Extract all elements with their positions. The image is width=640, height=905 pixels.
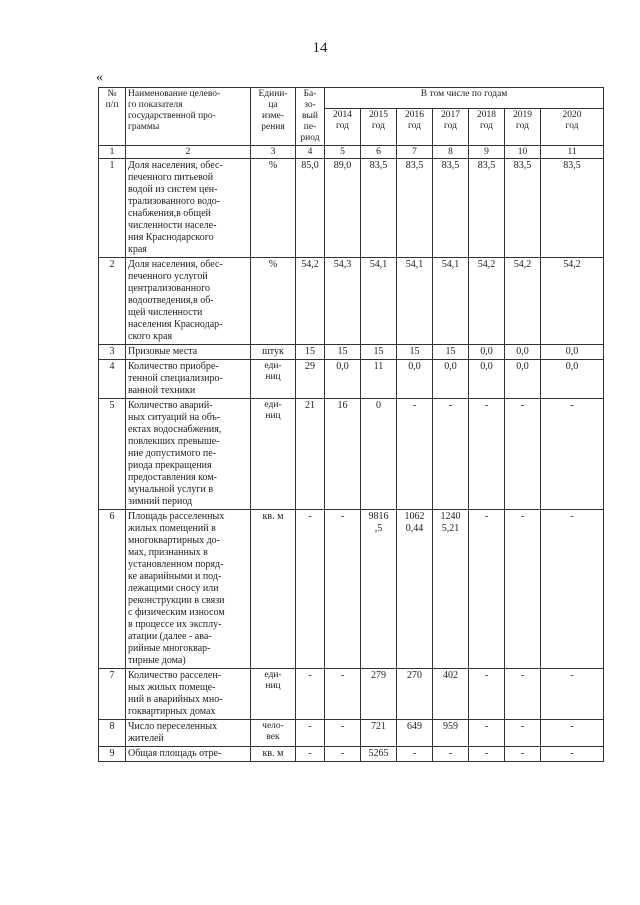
indicator-name: Призовые места: [126, 345, 251, 360]
year-value: -: [469, 399, 505, 510]
indicator-name: Количество аварий- ных ситуаций на объ- ектах водоснабжения, повлекших превыше- ние допустимого пе- риода прекращения предоставления ком- мунальной услуги в зимний период: [126, 399, 251, 510]
header-year: 2016 год: [397, 108, 433, 145]
column-number: 10: [505, 146, 541, 159]
column-number: 2: [126, 146, 251, 159]
base-period-value: 15: [296, 345, 325, 360]
header-year: 2015 год: [361, 108, 397, 145]
year-value: 0,0: [505, 360, 541, 399]
year-value: -: [469, 510, 505, 669]
year-value: 0,0: [541, 345, 604, 360]
year-value: 54,1: [433, 258, 469, 345]
indicator-unit: %: [251, 258, 296, 345]
indicator-name: Количество приобре- тенной специализиро- ванной техники: [126, 360, 251, 399]
year-value: -: [541, 720, 604, 747]
indicator-name: Количество расселен- ных жилых помеще- ний в аварийных мно- гоквартирных домах: [126, 669, 251, 720]
header-year: 2017 год: [433, 108, 469, 145]
indicator-name: Доля населения, обес- печенного услугой централизованного водоотведения,в об- щей численности населения Краснодар- ского края: [126, 258, 251, 345]
year-value: 16: [325, 399, 361, 510]
column-number: 4: [296, 146, 325, 159]
year-value: -: [541, 399, 604, 510]
year-value: 0,0: [469, 360, 505, 399]
year-value: 0,0: [505, 345, 541, 360]
header-year: 2019 год: [505, 108, 541, 145]
row-number: 4: [99, 360, 126, 399]
year-value: -: [325, 720, 361, 747]
column-number: 8: [433, 146, 469, 159]
indicator-unit: %: [251, 159, 296, 258]
column-number: 1: [99, 146, 126, 159]
year-value: -: [505, 510, 541, 669]
year-value: -: [469, 669, 505, 720]
header-name: Наименование целево- го показателя государственной про- граммы: [126, 88, 251, 146]
indicator-unit: еди- ниц: [251, 669, 296, 720]
row-number: 8: [99, 720, 126, 747]
year-value: -: [325, 669, 361, 720]
year-value: 9816 ,5: [361, 510, 397, 669]
row-number: 2: [99, 258, 126, 345]
year-value: -: [433, 399, 469, 510]
table-row: [99, 720, 604, 747]
column-number: 9: [469, 146, 505, 159]
column-number: 7: [397, 146, 433, 159]
header-years-group: В том числе по годам: [325, 88, 604, 109]
table-row: [99, 159, 604, 258]
year-value: 15: [433, 345, 469, 360]
year-value: 15: [325, 345, 361, 360]
indicators-table: [98, 87, 604, 762]
year-value: 54,1: [397, 258, 433, 345]
header-base-period: Ба- зо- вый пе- риод: [296, 88, 325, 146]
header-unit: Едини- ца изме- рения: [251, 88, 296, 146]
table-row: [99, 747, 604, 762]
header-number: № п/п: [99, 88, 126, 146]
indicator-unit: еди- ниц: [251, 399, 296, 510]
year-value: -: [541, 510, 604, 669]
year-value: -: [325, 747, 361, 762]
year-value: 5265: [361, 747, 397, 762]
base-period-value: 21: [296, 399, 325, 510]
year-value: 721: [361, 720, 397, 747]
year-value: 1240 5,21: [433, 510, 469, 669]
year-value: 11: [361, 360, 397, 399]
indicator-name: Доля населения, обес- печенного питьевой водой из систем цен- трализованного водо- снабжения,в общей численности населе- ния Краснодарского края: [126, 159, 251, 258]
year-value: 649: [397, 720, 433, 747]
row-number: 5: [99, 399, 126, 510]
table-row: [99, 345, 604, 360]
base-period-value: -: [296, 510, 325, 669]
year-value: 15: [361, 345, 397, 360]
year-value: -: [469, 720, 505, 747]
row-number: 6: [99, 510, 126, 669]
year-value: 279: [361, 669, 397, 720]
row-number: 3: [99, 345, 126, 360]
base-period-value: -: [296, 669, 325, 720]
year-value: -: [433, 747, 469, 762]
year-value: 0: [361, 399, 397, 510]
header-year: 2018 год: [469, 108, 505, 145]
year-value: 0,0: [469, 345, 505, 360]
column-number: 3: [251, 146, 296, 159]
header-year: 2014 год: [325, 108, 361, 145]
year-value: -: [505, 399, 541, 510]
page-number: 14: [312, 40, 328, 56]
base-period-value: 54,2: [296, 258, 325, 345]
table-row: [99, 669, 604, 720]
header-row-1: [99, 88, 604, 109]
year-value: 54,2: [469, 258, 505, 345]
year-value: -: [397, 747, 433, 762]
indicator-name: Число переселенных жителей: [126, 720, 251, 747]
base-period-value: 29: [296, 360, 325, 399]
year-value: 0,0: [541, 360, 604, 399]
column-number-row: [99, 146, 604, 159]
indicator-unit: штук: [251, 345, 296, 360]
year-value: 0,0: [433, 360, 469, 399]
year-value: 0,0: [325, 360, 361, 399]
year-value: 54,1: [361, 258, 397, 345]
indicator-unit: еди- ниц: [251, 360, 296, 399]
year-value: 402: [433, 669, 469, 720]
base-period-value: 85,0: [296, 159, 325, 258]
year-value: -: [541, 669, 604, 720]
year-value: 83,5: [541, 159, 604, 258]
row-number: 9: [99, 747, 126, 762]
year-value: 89,0: [325, 159, 361, 258]
year-value: 270: [397, 669, 433, 720]
year-value: 959: [433, 720, 469, 747]
table-row: [99, 360, 604, 399]
row-number: 7: [99, 669, 126, 720]
year-value: 83,5: [361, 159, 397, 258]
year-value: 0,0: [397, 360, 433, 399]
base-period-value: -: [296, 720, 325, 747]
base-period-value: -: [296, 747, 325, 762]
column-number: 6: [361, 146, 397, 159]
year-value: 15: [397, 345, 433, 360]
year-value: -: [505, 720, 541, 747]
indicator-unit: кв. м: [251, 747, 296, 762]
year-value: -: [505, 747, 541, 762]
year-value: -: [325, 510, 361, 669]
row-number: 1: [99, 159, 126, 258]
table-row: [99, 510, 604, 669]
year-value: 83,5: [397, 159, 433, 258]
table-row: [99, 258, 604, 345]
indicator-name: Общая площадь отре-: [126, 747, 251, 762]
indicator-unit: кв. м: [251, 510, 296, 669]
year-value: 54,3: [325, 258, 361, 345]
year-value: -: [505, 669, 541, 720]
year-value: 54,2: [505, 258, 541, 345]
year-value: -: [541, 747, 604, 762]
year-value: 83,5: [469, 159, 505, 258]
indicator-unit: чело- век: [251, 720, 296, 747]
year-value: 83,5: [433, 159, 469, 258]
column-number: 11: [541, 146, 604, 159]
year-value: 1062 0,44: [397, 510, 433, 669]
table-row: [99, 399, 604, 510]
indicator-name: Площадь расселенных жилых помещений в многоквартирных до- мах, признанных в установленном поряд- ке аварийными и под- лежащими сносу или реконструкции в связи с физическим износом в процессе их эксплу- атации (далее - ава- рийные многоквар- тирные дома): [126, 510, 251, 669]
opening-quote: «: [96, 70, 103, 85]
year-value: -: [469, 747, 505, 762]
column-number: 5: [325, 146, 361, 159]
header-year: 2020 год: [541, 108, 604, 145]
year-value: 83,5: [505, 159, 541, 258]
year-value: 54,2: [541, 258, 604, 345]
year-value: -: [397, 399, 433, 510]
